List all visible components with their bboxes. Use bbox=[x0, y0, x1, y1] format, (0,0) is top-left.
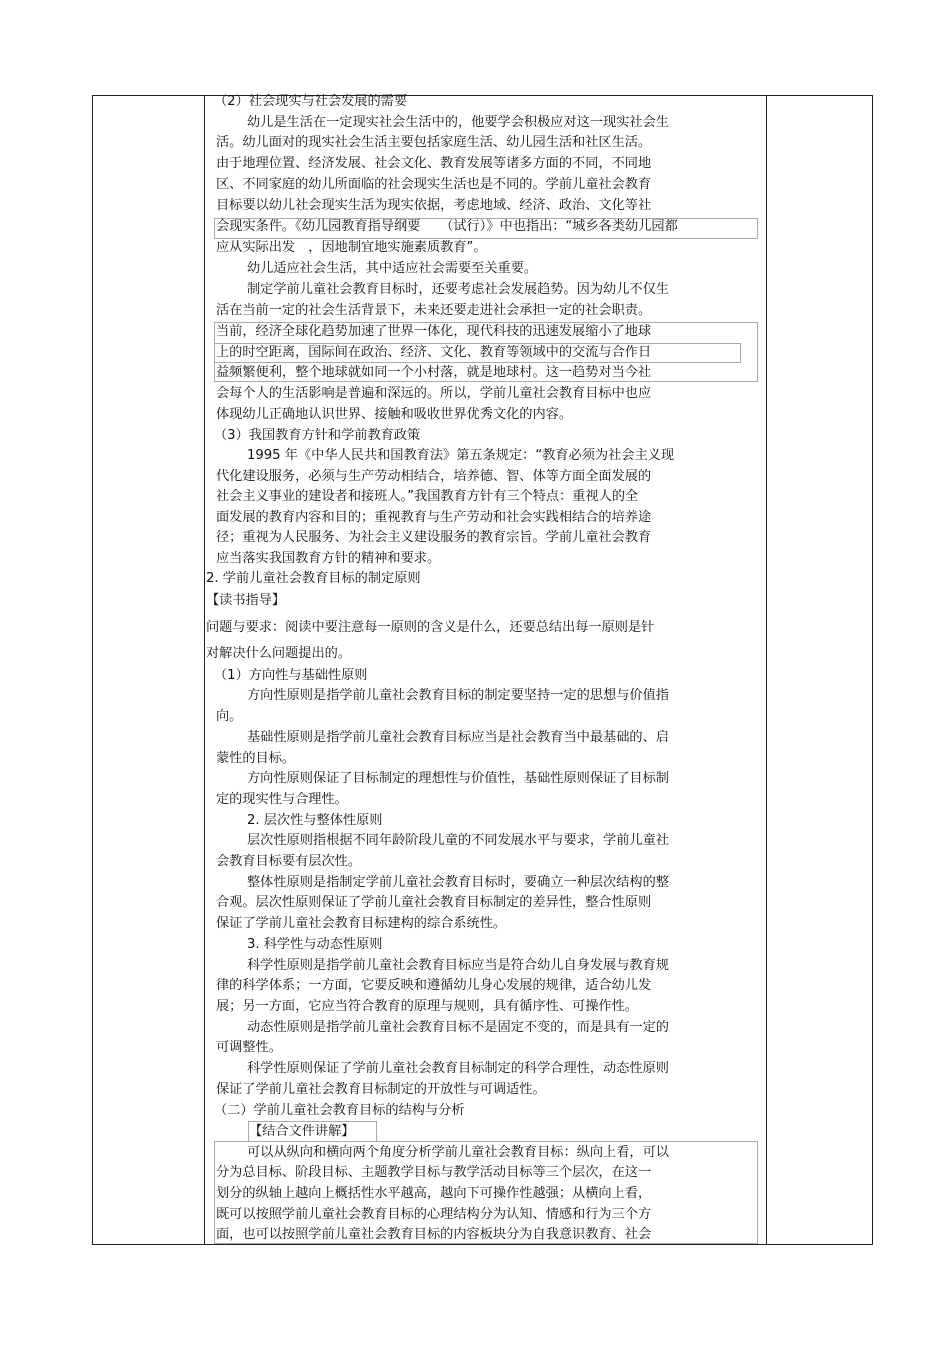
text-line: 由于地理位置、经济发展、社会文化、教育发展等诸多方面的不同，不同地 bbox=[216, 156, 652, 171]
heading-subsection: （1）方向性与基础性原则 bbox=[214, 668, 368, 683]
text-line: 1995 年《中华人民共和国教育法》第五条规定：“教育必须为社会主义现 bbox=[247, 448, 675, 463]
text-line: 会现实条件。《幼儿园教育指导纲要 （试行）》中也指出：“城乡各类幼儿园都 bbox=[216, 219, 678, 234]
text-line: 整体性原则是指制定学前儿童社会教育目标时，要确立一种层次结构的整 bbox=[247, 875, 669, 890]
text-line: 会教育目标要有层次性。 bbox=[216, 854, 362, 869]
text-line: 基础性原则是指学前儿童社会教育目标应当是社会教育当中最基础的、启 bbox=[247, 730, 669, 745]
text-line: 代化建设服务，必须与生产劳动相结合，培养德、智、体等方面全面发展的 bbox=[216, 469, 652, 484]
column-divider-right bbox=[766, 95, 767, 1245]
text-line: 科学性原则是指学前儿童社会教育目标应当是符合幼儿自身发展与教育规 bbox=[247, 958, 669, 973]
text-line: 律的科学体系；一方面，它要反映和遵循幼儿身心发展的规律，适合幼儿发 bbox=[216, 978, 652, 993]
text-line: 目标要以幼儿社会现实生活为现实依据，考虑地域、经济、政治、文化等社 bbox=[216, 198, 652, 213]
text-line: 体现幼儿正确地认识世界、接触和吸收世界优秀文化的内容。 bbox=[216, 407, 573, 422]
text-line: 合观。层次性原则保证了学前儿童社会教育目标制定的差异性，整合性原则 bbox=[216, 895, 652, 910]
text-line: 问题与要求：阅读中要注意每一原则的含义是什么，还要总结出每一原则是针 bbox=[206, 620, 655, 635]
text-line: 层次性原则指根据不同年龄阶段儿童的不同发展水平与要求，学前儿童社 bbox=[247, 833, 669, 848]
text-line: 社会主义事业的建设者和接班人。”我国教育方针有三个特点：重视人的全 bbox=[216, 489, 639, 504]
text-line: 当前，经济全球化趋势加速了世界一体化，现代科技的迅速发展缩小了地球 bbox=[216, 324, 652, 339]
text-line: 上的时空距离，国际间在政治、经济、文化、教育等领域中的交流与合作日 bbox=[216, 345, 652, 360]
text-line: 益频繁便利，整个地球就如同一个小村落，就是地球村。这一趋势对当今社 bbox=[216, 365, 652, 380]
text-line: 展；另一方面，它应当符合教育的原理与规则，具有循序性、可操作性。 bbox=[216, 999, 638, 1014]
text-line: 方向性原则是指学前儿童社会教育目标的制定要坚持一定的思想与价值指 bbox=[247, 688, 669, 703]
text-line: 定的现实性与合理性。 bbox=[216, 792, 348, 807]
text-line: 活在当前一定的社会生活背景下，未来还要走进社会承担一定的社会职责。 bbox=[216, 303, 652, 318]
text-line: 蒙性的目标。 bbox=[216, 751, 296, 766]
text-line: 区、不同家庭的幼儿所面临的社会现实生活也是不同的。学前儿童社会教育 bbox=[216, 177, 652, 192]
text-line: 径；重视为人民服务、为社会主义建设服务的教育宗旨。学前儿童社会教育 bbox=[216, 530, 652, 545]
text-line: 动态性原则是指学前儿童社会教育目标不是固定不变的，而是具有一定的 bbox=[247, 1020, 669, 1035]
text-line: 可调整性。 bbox=[216, 1040, 282, 1055]
text-line: 活。幼儿面对的现实社会生活主要包括家庭生活、幼儿园生活和社区生活。 bbox=[216, 135, 652, 150]
text-line: 保证了学前儿童社会教育目标制定的开放性与可调适性。 bbox=[216, 1082, 546, 1097]
text-line: 幼儿是生活在一定现实社会生活中的，他要学会积极应对这一现实社会生 bbox=[247, 115, 669, 130]
text-line: 方向性原则保证了目标制定的理想性与价值性，基础性原则保证了目标制 bbox=[247, 771, 669, 786]
text-line: 会每个人的生活影响是普遍和深远的。所以，学前儿童社会教育目标中也应 bbox=[216, 386, 652, 401]
text-line: 划分的纵轴上越向上概括性水平越高，越向下可操作性越强；从横向上看， bbox=[216, 1186, 652, 1201]
text-line: 保证了学前儿童社会教育目标建构的综合系统性。 bbox=[216, 916, 507, 931]
heading-subsection: （2）社会现实与社会发展的需要 bbox=[214, 94, 408, 109]
text-line: 科学性原则保证了学前儿童社会教育目标制定的科学合理性，动态性原则 bbox=[247, 1061, 669, 1076]
text-line: 幼儿适应社会生活，其中适应社会需要至关重要。 bbox=[247, 261, 538, 276]
heading-subsection: 3. 科学性与动态性原则 bbox=[247, 937, 383, 952]
reading-guide-label: 【读书指导】 bbox=[206, 593, 286, 608]
heading-subsection: （二）学前儿童社会教育目标的结构与分析 bbox=[214, 1103, 465, 1118]
text-line: 制定学前儿童社会教育目标时，还要考虑社会发展趋势。因为幼儿不仅生 bbox=[247, 282, 669, 297]
column-divider-left bbox=[204, 95, 205, 1245]
text-line: 应当落实我国教育方针的精神和要求。 bbox=[216, 551, 441, 566]
heading-subsection: （3）我国教育方针和学前教育政策 bbox=[214, 428, 421, 443]
heading-subsection: 2. 层次性与整体性原则 bbox=[247, 813, 383, 828]
text-line: 向。 bbox=[216, 709, 243, 724]
text-line: 应从实际出发 ，因地制宜地实施素质教育”。 bbox=[216, 240, 487, 255]
text-line: 对解决什么问题提出的。 bbox=[206, 646, 352, 661]
lecture-label: 【结合文件讲解】 bbox=[249, 1124, 355, 1139]
heading-section: 2. 学前儿童社会教育目标的制定原则 bbox=[206, 571, 421, 586]
text-line: 可以从纵向和横向两个角度分析学前儿童社会教育目标：纵向上看，可以 bbox=[247, 1145, 669, 1160]
text-line: 面，也可以按照学前儿童社会教育目标的内容板块分为自我意识教育、社会 bbox=[216, 1227, 652, 1242]
text-line: 面发展的教育内容和目的；重视教育与生产劳动和社会实践相结合的培养途 bbox=[216, 510, 652, 525]
text-line: 既可以按照学前儿童社会教育目标的心理结构分为认知、情感和行为三个方 bbox=[216, 1207, 652, 1222]
text-line: 分为总目标、阶段目标、主题教学目标与教学活动目标等三个层次，在这一 bbox=[216, 1165, 652, 1180]
